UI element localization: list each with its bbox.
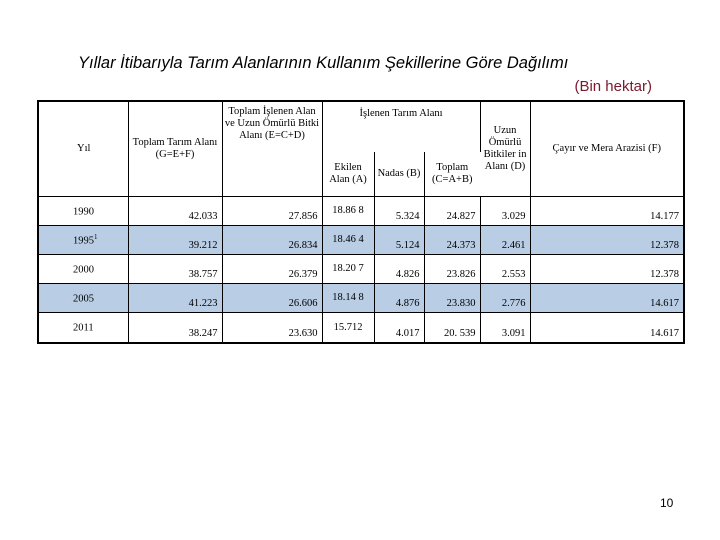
cell-sown: 18.14 8 <box>322 284 374 313</box>
header-cultivated-total: Toplam (C=A+B) <box>432 161 473 185</box>
table-row <box>38 313 684 343</box>
cell-sown: 18.20 7 <box>322 255 374 284</box>
cell-year: 2005 <box>38 284 128 313</box>
header-cultivated-group: İşlenen Tarım Alanı <box>322 101 480 152</box>
cell-sown: 18.46 4 <box>322 226 374 255</box>
cell-perennial: 3.091 <box>480 313 530 343</box>
cell-total-cultivated: 26.379 <box>222 255 322 284</box>
table-row <box>38 284 684 313</box>
cell-cultivated-total: 23.826 <box>424 255 480 284</box>
cell-total-cultivated: 26.834 <box>222 226 322 255</box>
data-table-container <box>37 100 683 344</box>
cell-cultivated-total: 24.827 <box>424 197 480 226</box>
page-number: 10 <box>660 496 674 510</box>
table-row <box>38 226 684 255</box>
cell-cultivated-total: 24.373 <box>424 226 480 255</box>
cell-perennial: 3.029 <box>480 197 530 226</box>
cell-total-agri: 38.247 <box>128 313 222 343</box>
header-fallow: Nadas (B) <box>374 152 424 197</box>
cell-sown: 18.86 8 <box>322 197 374 226</box>
cell-fallow: 4.017 <box>374 313 424 343</box>
cell-total-agri: 42.033 <box>128 197 222 226</box>
cell-year: 1990 <box>38 197 128 226</box>
cell-pasture: 14.617 <box>530 284 684 313</box>
page-title: Yıllar İtibarıyla Tarım Alanlarının Kullanım Şekillerine Göre Dağılımı <box>78 54 569 72</box>
cell-total-agri: 41.223 <box>128 284 222 313</box>
header-total-agri: Toplam Tarım Alanı (G=E+F) <box>128 101 222 197</box>
cell-year: 1995$^1$ <box>38 226 128 255</box>
cell-fallow: 5.324 <box>374 197 424 226</box>
header-perennial: Uzun Ömürlü Bitkiler in Alanı (D) <box>480 101 530 197</box>
cell-perennial: 2.553 <box>480 255 530 284</box>
cell-fallow: 5.124 <box>374 226 424 255</box>
cell-pasture: 14.617 <box>530 313 684 343</box>
cell-fallow: 4.826 <box>374 255 424 284</box>
cell-fallow: 4.876 <box>374 284 424 313</box>
land-use-table <box>37 100 685 344</box>
header-pasture: Çayır ve Mera Arazisi (F) <box>552 142 662 154</box>
cell-perennial: 2.776 <box>480 284 530 313</box>
cell-perennial: 2.461 <box>480 226 530 255</box>
table-row <box>38 255 684 284</box>
header-sown: Ekilen Alan (A) <box>322 152 374 197</box>
header-total-cultivated: Toplam İşlenen Alan ve Uzun Ömürlü Bitki Alanı (E=C+D) <box>222 101 322 197</box>
cell-cultivated-total: 20. 539 <box>424 313 480 343</box>
cell-pasture: 12.378 <box>530 255 684 284</box>
header-year: Yıl <box>38 101 128 197</box>
header-row-1 <box>38 101 684 152</box>
cell-total-agri: 39.212 <box>128 226 222 255</box>
cell-pasture: 12.378 <box>530 226 684 255</box>
table-row <box>38 197 684 226</box>
cell-cultivated-total: 23.830 <box>424 284 480 313</box>
cell-total-agri: 38.757 <box>128 255 222 284</box>
cell-year: 2011 <box>38 313 128 343</box>
cell-total-cultivated: 23.630 <box>222 313 322 343</box>
cell-total-cultivated: 26.606 <box>222 284 322 313</box>
cell-sown: 15.712 <box>322 313 374 343</box>
unit-label: (Bin hektar) <box>574 78 652 95</box>
cell-total-cultivated: 27.856 <box>222 197 322 226</box>
cell-year: 2000 <box>38 255 128 284</box>
cell-pasture: 14.177 <box>530 197 684 226</box>
